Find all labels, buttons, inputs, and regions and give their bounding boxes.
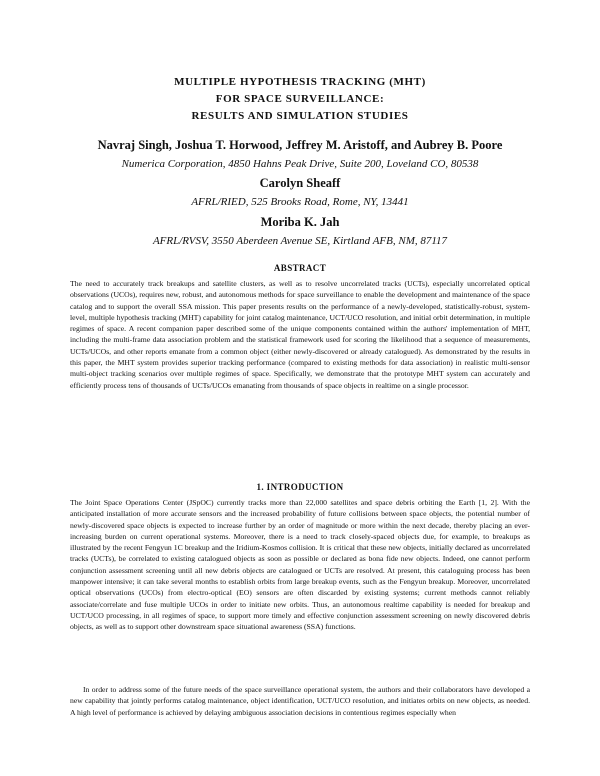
author-names-primary: Navraj Singh, Joshua T. Horwood, Jeffrey M. Aristoff, and Aubrey B. Poore xyxy=(97,138,503,152)
introduction-heading: 1. INTRODUCTION xyxy=(256,482,344,492)
author-affiliation-second: AFRL/RIED, 525 Brooks Road, Rome, NY, 13441 xyxy=(191,196,409,208)
introduction-paragraph-2: In order to address some of the future needs of the space surveillance operational system, the authors and their collaborators have developed a new capability that jointly performs catalog maintenance, object identification, UCT/UCO resolution, and initiates orbits on new objects, as needed. A high level of performance is achieved by delaying ambiguous association decisions in contentious regimes especially when xyxy=(70,685,530,717)
paper-title-line-2: FOR SPACE SURVEILLANCE: xyxy=(215,93,385,105)
abstract-heading: ABSTRACT xyxy=(273,263,327,273)
introduction-paragraph-1: The Joint Space Operations Center (JSpOC) currently tracks more than 22,000 satellites and space debris orbiting the Earth [1, 2]. With the anticipated installation of more accurate sensors and the increased probability of future collisions between space objects, the potential number of newly-discovered space objects is expected to increase further by an order of magnitude or more within the next decade, thereby placing an ever-increasing burden on current operational systems. Moreover, there is a need to track closely-spaced objects due, for example, to breakups as illustrated by the recent Fengyun 1C breakup and the Iridium-Kosmos collision. It is critical that these new objects, initially declared as uncorrelated tracks (UCTs), be correlated to existing catalogued objects as soon as possible or declared as bona fide new objects. Indeed, one cannot perform conjunction assessment screening until all new debris objects are catalogued or UCTs are resolved. At present, this cataloguing process has been manpower intensive; it can take several months to establish orbits from large breakup events, such as the Fengyun breakup. Moreover, uncorrelated optical observations (UCOs) from electro-optical (EO) sensors are often discarded by existing systems; current methods cannot reliably associate/correlate and fuse multiple UCOs in order to initiate new orbits. Thus, an autonomous realtime capability is needed for breakup and UCT/UCO processing, in all regimes of space, to support more timely and effective conjunction assessment screening on newly discovered debris objects, as well as to support other downstream space situational awareness (SSA) functions. xyxy=(70,498,530,632)
author-affiliation-third: AFRL/RVSV, 3550 Aberdeen Avenue SE, Kirtland AFB, NM, 87117 xyxy=(152,235,448,247)
author-names-third: Moriba K. Jah xyxy=(260,215,340,229)
paper-title-line-3: RESULTS AND SIMULATION STUDIES xyxy=(191,110,409,122)
paper-title-line-1: MULTIPLE HYPOTHESIS TRACKING (MHT) xyxy=(174,76,426,88)
author-names-second: Carolyn Sheaff xyxy=(259,176,341,190)
abstract-body: The need to accurately track breakups and satellite clusters, as well as to resolve uncorrelated tracks (UCTs), especially uncorrelated optical observations (UCOs), requires new, robust, and autonomous methods for space surveillance to enable the development and maintenance of the space catalog and to support the overall SSA mission. This paper presents results on the performance of a newly-developed, statistically-robust, system-level, multiple hypothesis tracking (MHT) capability for joint catalog maintenance, UCT/UCO resolution, and initial orbit determination, in multiple regimes of space. A recent companion paper described some of the unique components contained within the authors' implementation of MHT, including the multi-frame data association problem and the statistical framework used for scoring the likelihood that a sequence of measurements, UCTs/UCOs, and other reports emanate from a common object (either newly-discovered or already catalogued). As demonstrated by the results in this paper, the MHT system provides superior tracking performance (compared to existing methods for data association) in realistic multi-sensor multi-object tracking scenarios over multiple regimes of space. Specifically, we demonstrate that the prototype MHT system can accurately and efficiently process tens of thousands of UCTs/UCOs emanating from thousands of space objects in realtime on a single processor. xyxy=(70,279,530,390)
author-affiliation-primary: Numerica Corporation, 4850 Hahns Peak Drive, Suite 200, Loveland CO, 80538 xyxy=(121,158,479,170)
